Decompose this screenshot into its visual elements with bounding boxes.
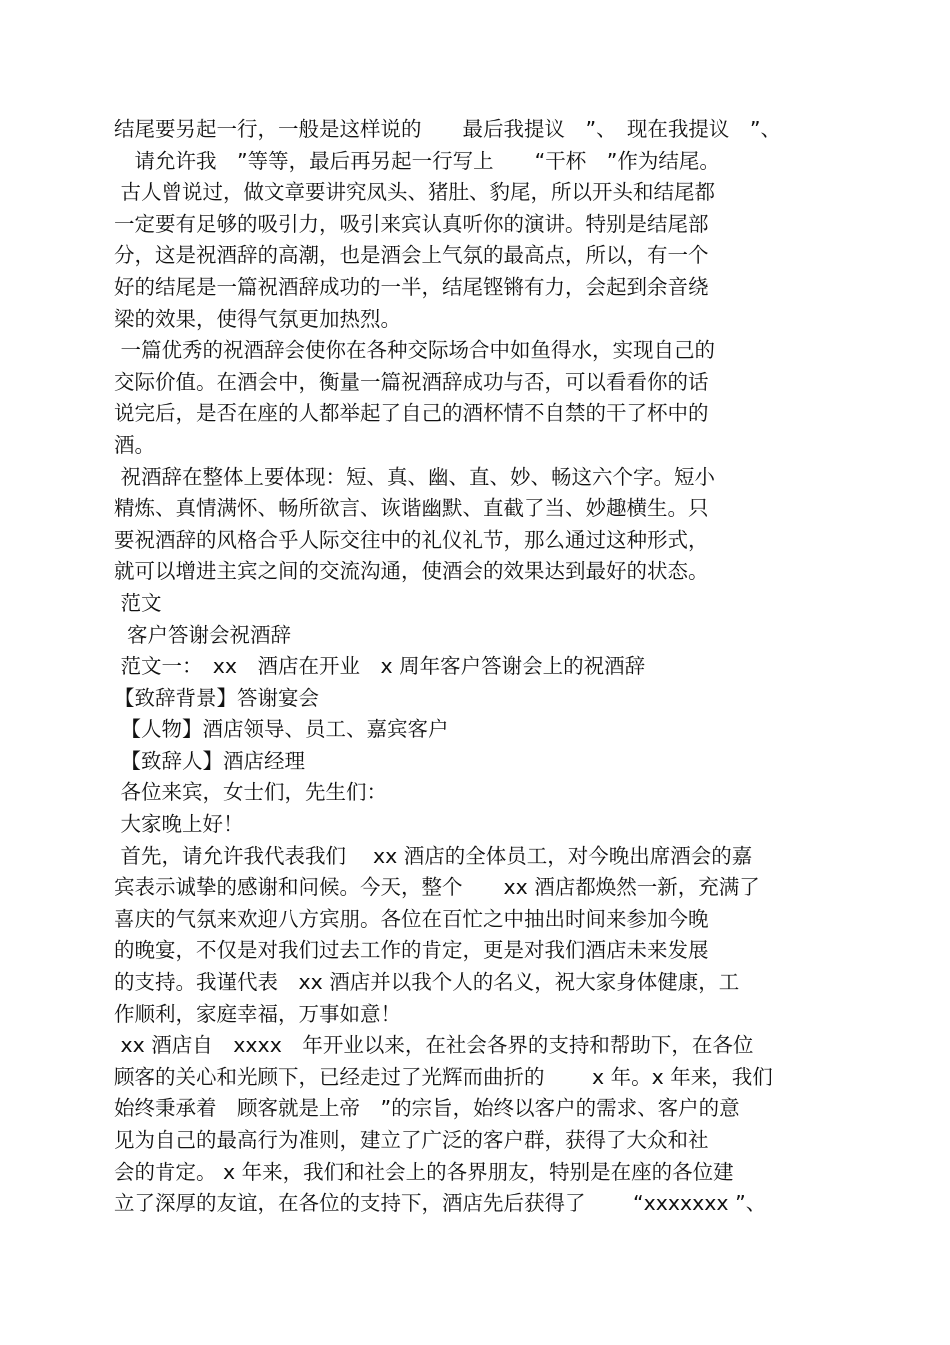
text-line: 就可以增进主宾之间的交流沟通，使酒会的效果达到最好的状态。 [114, 559, 709, 584]
text-line: 立了深厚的友谊，在各位的支持下，酒店先后获得了 “xxxxxxx ”、 [114, 1191, 767, 1216]
text-line: 一篇优秀的祝酒辞会使你在各种交际场合中如鱼得水，实现自己的 [114, 338, 716, 363]
text-line: 始终秉承着 顾客就是上帝 ”的宗旨，始终以客户的需求、客户的意 [114, 1096, 740, 1121]
text-line: 的晚宴，不仅是对我们过去工作的肯定，更是对我们酒店未来发展 [114, 938, 709, 963]
text-line: 的支持。我谨代表 xx 酒店并以我个人的名义，祝大家身体健康，工 [114, 970, 740, 995]
text-line: 【致辞背景】答谢宴会 [114, 685, 319, 710]
text-line: 【人物】酒店领导、员工、嘉宾客户 [114, 717, 449, 742]
text-line: 大家晚上好！ [114, 812, 244, 837]
text-line: 见为自己的最高行为准则，建立了广泛的客户群，获得了大众和社 [114, 1128, 709, 1152]
text-line: 一定要有足够的吸引力，吸引来宾认真听你的演讲。特别是结尾部 [114, 211, 709, 236]
text-line: 客户答谢会祝酒辞 [114, 622, 292, 647]
document-body [114, 114, 834, 1220]
text-line: 范文一： xx 酒店在开业 x 周年客户答谢会上的祝酒辞 [114, 654, 646, 679]
text-line: xx 酒店自 xxxx 年开业以来，在社会各界的支持和帮助下，在各位 [114, 1033, 754, 1058]
text-line: 结尾要另起一行，一般是这样说的 最后我提议 ”、 现在我提议 ”、 [114, 117, 781, 141]
text-line: 分，这是祝酒辞的高潮，也是酒会上气氛的最高点，所以，有一个 [114, 243, 709, 268]
text-line: 顾客的关心和光顾下，已经走过了光辉而曲折的 x 年。x 年来，我们 [114, 1064, 773, 1089]
text-line: 古人曾说过，做文章要讲究凤头、猪肚、豹尾，所以开头和结尾都 [114, 180, 716, 205]
text-line: 会的肯定。 x 年来，我们和社会上的各界朋友，特别是在座的各位建 [114, 1159, 734, 1184]
text-line: 首先，请允许我代表我们 xx 酒店的全体员工，对今晚出席酒会的嘉 [114, 843, 753, 868]
text-line: 【致辞人】酒店经理 [114, 748, 306, 773]
text-line: 要祝酒辞的风格合乎人际交往中的礼仪礼节，那么通过这种形式， [114, 527, 709, 552]
text-line: 说完后，是否在座的人都举起了自己的酒杯情不自禁的干了杯中的 [114, 401, 709, 426]
text-line: 各位来宾，女士们，先生们： [114, 780, 388, 805]
text-line: 范文 [114, 590, 162, 615]
text-line: 请允许我 ”等等，最后再另起一行写上 “干杯 ”作为结尾。 [114, 148, 720, 173]
text-line: 交际价值。在酒会中，衡量一篇祝酒辞成功与否，可以看看你的话 [114, 369, 709, 394]
text-line: 梁的效果，使得气氛更加热烈。 [114, 306, 401, 331]
text-line: 祝酒辞在整体上要体现：短、真、幽、直、妙、畅这六个字。短小 [114, 464, 716, 489]
text-line: 喜庆的气氛来欢迎八方宾朋。各位在百忙之中抽出时间来参加今晚 [114, 906, 709, 931]
text-line: 作顺利，家庭幸福，万事如意！ [114, 1001, 401, 1026]
text-line: 精炼、真情满怀、畅所欲言、诙谐幽默、直截了当、妙趣横生。只 [114, 496, 709, 521]
text-line: 好的结尾是一篇祝酒辞成功的一半，结尾铿锵有力，会起到余音绕 [114, 274, 709, 299]
text-line: 酒。 [114, 432, 155, 457]
text-line: 宾表示诚挚的感谢和问候。今天，整个 xx 酒店都焕然一新，充满了 [114, 875, 760, 900]
